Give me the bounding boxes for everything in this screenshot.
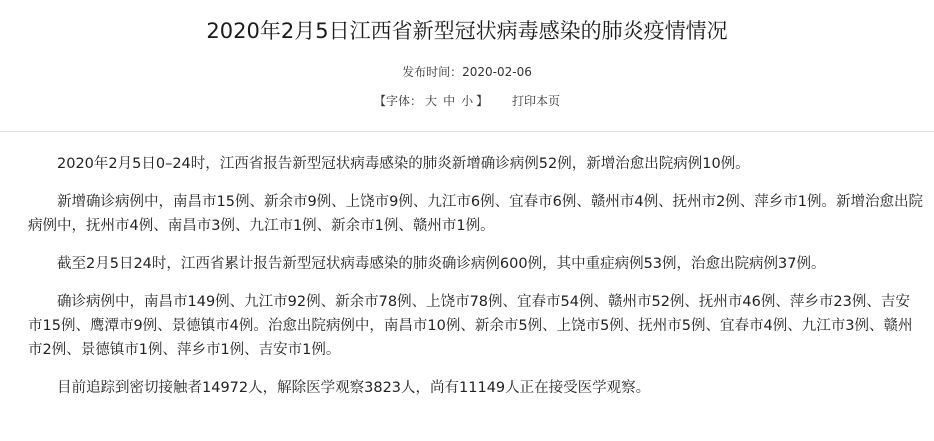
font-size-medium-button[interactable]: 中 bbox=[443, 94, 456, 108]
paragraph-cumulative: 截至2月5日24时，江西省累计报告新型冠状病毒感染的肺炎确诊病例600例，其中重症病例53例，治愈出院病例37例。 bbox=[57, 256, 826, 272]
font-size-label: 【字体： bbox=[374, 94, 423, 108]
print-page-link[interactable]: 打印本页 bbox=[511, 94, 560, 108]
font-size-large-button[interactable]: 大 bbox=[425, 94, 438, 108]
paragraph-cumulative-breakdown: 确诊病例中，南昌市149例、九江市92例、新余市78例、上饶市78例、宜春市54例、赣州市52例、抚州市46例、萍乡市23例、吉安市15例、鹰潭市9例、景德镇市4例。治愈出院病例中，南昌市10例、新余市5例、上饶市5例、抚州市5例、宜春市4例、九江市3例、赣州市2例、景德镇市1例、萍乡市1例、吉安市1例。 bbox=[28, 294, 913, 358]
publish-label: 发布时间： bbox=[402, 65, 463, 79]
paragraph-new-cases: 2020年2月5日0–24时，江西省报告新型冠状病毒感染的肺炎新增确诊病例52例，新增治愈出院病例10例。 bbox=[57, 156, 750, 172]
font-size-label-close: 】 bbox=[476, 94, 489, 108]
divider bbox=[0, 131, 934, 132]
publish-info bbox=[0, 63, 934, 81]
paragraph-new-cases-breakdown: 新增确诊病例中，南昌市15例、新余市9例、上饶市9例、九江市6例、宜春市6例、赣州市4例、抚州市2例、萍乡市1例。新增治愈出院病例中，抚州市4例、南昌市3例、九江市1例、新余市1例、赣州市1例。 bbox=[28, 194, 924, 234]
article-toolbar bbox=[0, 92, 934, 110]
article-body bbox=[28, 152, 924, 414]
font-size-small-button[interactable]: 小 bbox=[461, 94, 474, 108]
page-title: 2020年2月5日江西省新型冠状病毒感染的肺炎疫情情况 bbox=[206, 19, 728, 43]
paragraph-contacts: 目前追踪到密切接触者14972人，解除医学观察3823人，尚有11149人正在接受医学观察。 bbox=[57, 380, 651, 396]
publish-date: 2020-02-06 bbox=[462, 65, 532, 79]
